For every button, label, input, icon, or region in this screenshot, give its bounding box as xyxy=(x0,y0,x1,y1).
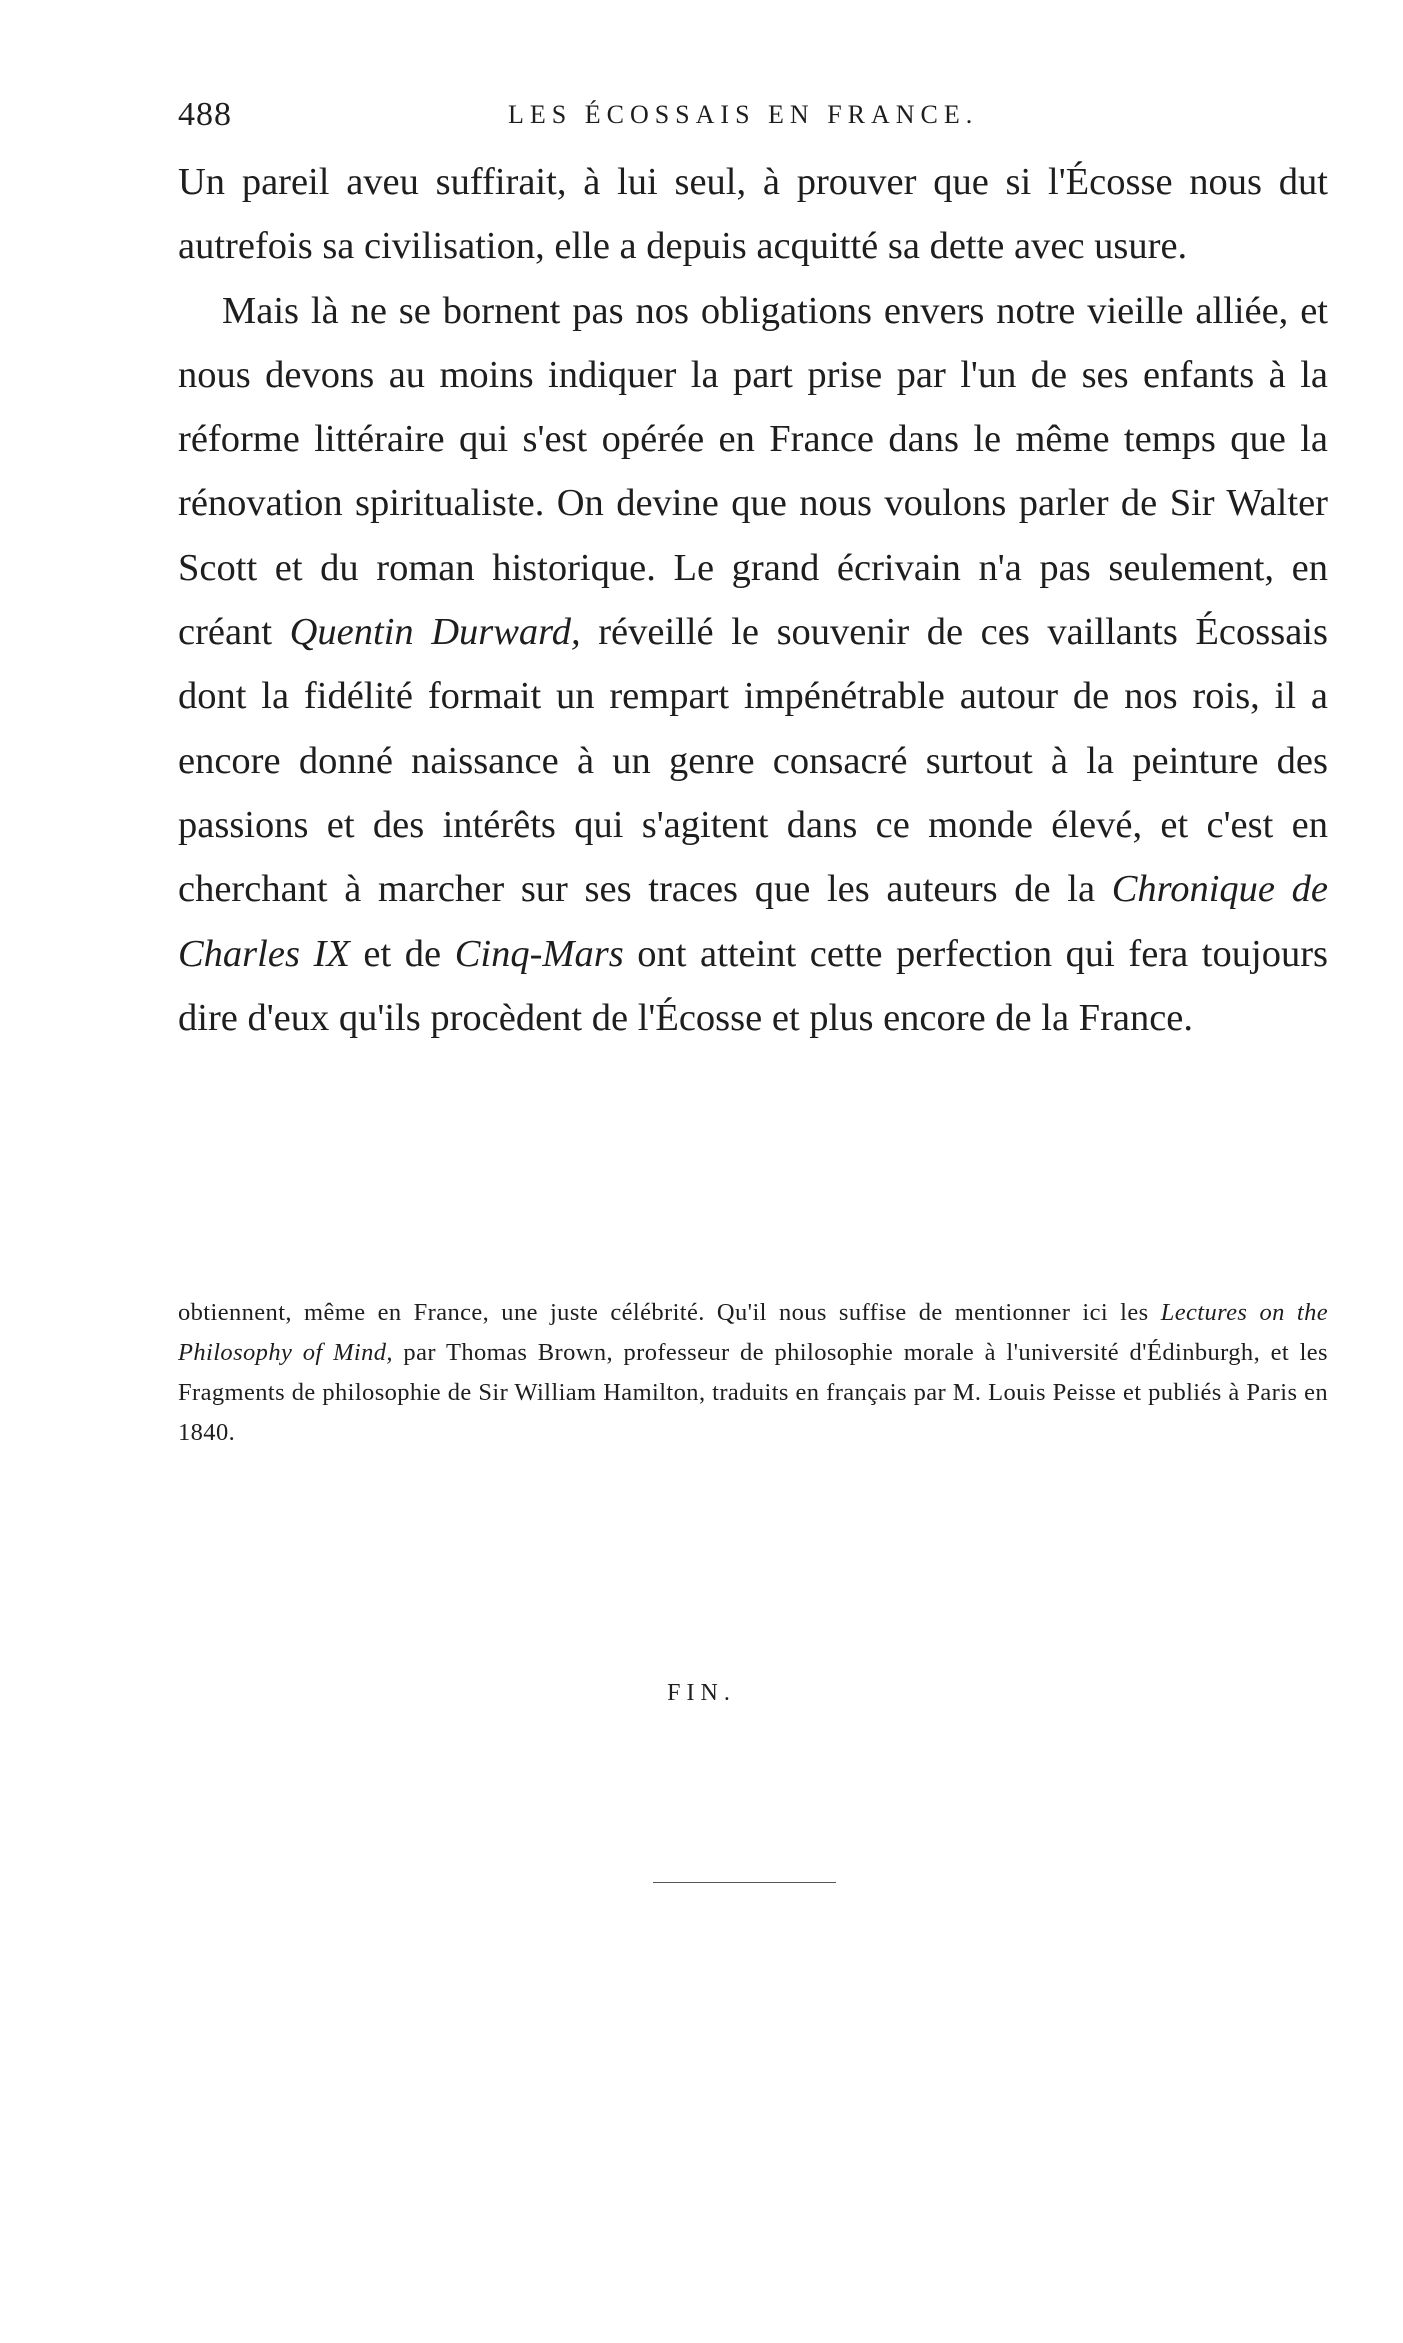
paragraph-2-text-a: Mais là ne se bornent pas nos obligations envers notre vieille alliée, et nous devons au moins indiquer la part prise par l'un de ses enfants à la réforme littéraire qui s'est opérée en France dans le même temps que la rénovation spiritualiste. On devine que nous voulons parler de Sir Walter Scott et du roman historique. Le grand écrivain n'a pas seulement, en créant xyxy=(178,289,1328,654)
footnote-text-a: obtiennent, même en France, une juste célébrité. Qu'il nous suffise de mentionner ici les xyxy=(178,1299,1161,1326)
page-number: 488 xyxy=(178,96,232,133)
paragraph-2 xyxy=(178,279,1328,1051)
paragraph-1: Un pareil aveu suffirait, à lui seul, à prouver que si l'Écosse nous dut autrefois sa civilisation, elle a depuis acquitté sa dette avec usure. xyxy=(178,161,1328,268)
paragraph-2-text-d: ont atteint cette perfection qui fera toujours dire d'eux qu'ils procèdent de l'Écosse et plus encore de la France. xyxy=(178,932,1328,1039)
paragraph-2-text-c: et de xyxy=(349,932,455,975)
title-chronique-charles-ix: Chronique de Charles IX xyxy=(178,868,1328,975)
closing-rule xyxy=(653,1882,836,1883)
running-head: LES ÉCOSSAIS EN FRANCE. xyxy=(508,100,979,129)
main-text xyxy=(178,150,1328,1050)
paragraph-2-text-b: réveillé le souvenir de ces vaillants Écossais dont la fidélité formait un rempart impénétrable autour de nos rois, il a encore donné naissance à un genre consacré surtout à la peinture des passions et des intérêts qui s'agitent dans ce monde élevé, et c'est en cherchant à marcher sur ses traces que les auteurs de la xyxy=(178,611,1328,911)
end-mark: FIN. xyxy=(667,1680,736,1706)
footnote-text-b: par Thomas Brown, professeur de philosophie morale à l'université d'Édinburgh, et les Fragments de philosophie de Sir William Hamilton, traduits en français par M. Louis Peisse et publiés à Paris en 1840. xyxy=(178,1339,1328,1446)
footnote xyxy=(178,1293,1328,1453)
footnote-title-lectures: Lectures on the Philosophy of Mind, xyxy=(178,1299,1328,1366)
title-quentin-durward: Quentin Durward, xyxy=(289,611,581,654)
title-cinq-mars: Cinq-Mars xyxy=(454,932,624,975)
page-header xyxy=(178,96,1328,140)
